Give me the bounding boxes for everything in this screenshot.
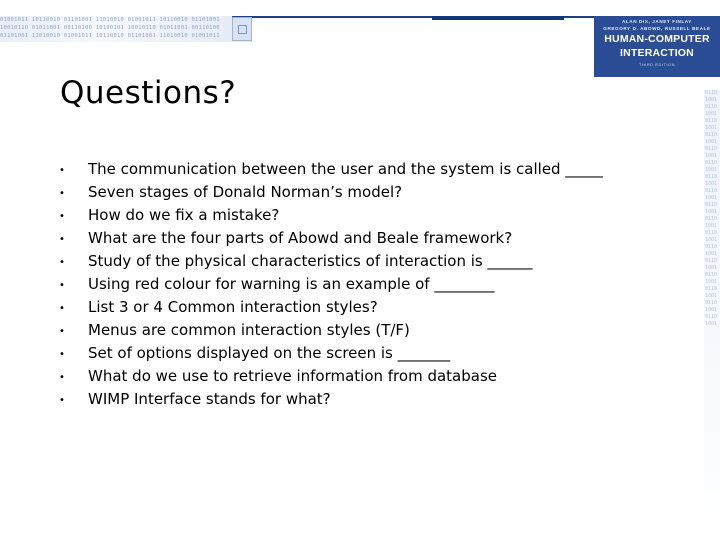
- bullet-icon: •: [59, 303, 65, 314]
- book-authors-2: GREGORY D. ABOWD, RUSSELL BEALE: [603, 26, 711, 31]
- bullet-icon: •: [59, 188, 65, 199]
- question-text: Study of the physical characteristics of interaction is ______: [88, 252, 533, 270]
- binary-decoration: 01001011 10110010 01101001 11010010 01001011 10110010 01101001 10010110 01011001 00110100 10100101 10010110 01011001 00110100 01101001 11010010 01001011 10110010 01101001 11010010 01001011: [0, 16, 252, 42]
- bullet-icon: •: [59, 326, 65, 337]
- book-title-1: HUMAN-COMPUTER: [604, 33, 710, 45]
- question-text: The communication between the user and the system is called _____: [88, 160, 603, 178]
- question-text: Menus are common interaction styles (T/F): [88, 321, 410, 339]
- side-binary-decoration: 0110100101101001011010010110100101101001011010010110100101101001011010010110100101101001011010010110100101101001011010010110100101101001: [704, 90, 720, 540]
- bullet-icon: •: [59, 395, 65, 406]
- question-text: List 3 or 4 Common interaction styles?: [88, 298, 378, 316]
- slide-title: Questions?: [60, 75, 237, 111]
- book-title-2: INTERACTION: [620, 47, 694, 59]
- question-text: Set of options displayed on the screen is _______: [88, 344, 451, 362]
- question-text: What are the four parts of Abowd and Beale framework?: [88, 229, 513, 247]
- corner-box-icon: [232, 17, 252, 41]
- book-edition: THIRD EDITION: [638, 62, 676, 67]
- bullet-icon: •: [59, 257, 65, 268]
- book-cover: [594, 16, 720, 77]
- bullet-icon: •: [59, 165, 65, 176]
- book-authors-1: ALAN DIX, JANET FINLAY: [622, 19, 692, 24]
- bullet-icon: •: [59, 280, 65, 291]
- question-text: How do we fix a mistake?: [88, 206, 280, 224]
- question-text: WIMP Interface stands for what?: [88, 390, 331, 408]
- question-text: Seven stages of Donald Norman’s model?: [88, 183, 403, 201]
- bullet-icon: •: [59, 349, 65, 360]
- question-text: What do we use to retrieve information from database: [88, 367, 497, 385]
- bullet-icon: •: [59, 372, 65, 383]
- header-banner: [0, 0, 720, 67]
- question-text: Using red colour for warning is an example of ________: [88, 275, 495, 293]
- bullet-icon: •: [59, 234, 65, 245]
- bullet-icon: •: [59, 211, 65, 222]
- header-accent-bar: [432, 16, 564, 20]
